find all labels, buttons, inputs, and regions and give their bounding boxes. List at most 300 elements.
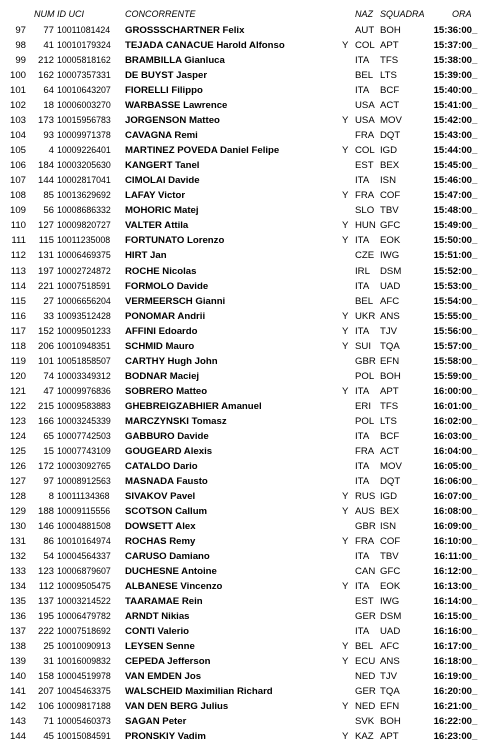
time-mark: _ [472,701,478,713]
nationality-cell: COL [355,40,375,52]
time-mark: _ [472,611,478,623]
position-cell: 136 [9,611,26,623]
rider-name-cell: ARNDT Nikias [125,611,190,623]
uci-id-cell: 10003245339 [57,415,111,426]
uci-id-cell: 10008912563 [57,475,111,486]
uci-id-cell: 10009976836 [57,385,111,396]
nationality-cell: RUS [355,490,376,502]
rider-name-cell: CARUSO Damiano [125,551,210,563]
bib-number-cell: 115 [38,235,54,247]
nationality-cell: ITA [355,475,370,487]
team-code-cell: COF [380,190,401,202]
time-mark: _ [472,325,478,337]
uci-id-cell: 10010179324 [57,40,111,51]
position-cell: 102 [9,100,26,112]
time-mark: _ [472,265,478,277]
rider-name-cell: FORTUNATO Lorenzo [125,235,225,247]
bib-number-cell: 206 [37,340,54,352]
rider-name-cell: SAGAN Peter [125,716,187,728]
nationality-cell: ITA [355,55,370,67]
time-mark: _ [472,686,478,698]
nationality-cell: GBR [355,521,376,533]
start-time-cell: 16:01:00 [433,400,472,412]
rider-name-cell: ROCHAS Remy [125,536,196,548]
uci-id-cell: 10015084591 [57,731,111,742]
team-code-cell: TFS [380,400,399,412]
bib-number-cell: 162 [37,70,54,82]
nationality-cell: HUN [355,220,376,232]
start-time-cell: 16:04:00 [433,445,472,457]
position-cell: 125 [9,445,26,457]
bib-number-cell: 65 [43,430,54,442]
position-cell: 106 [9,160,26,172]
header-rider: CONCORRENTE [125,9,196,19]
start-time-cell: 16:03:00 [433,430,472,442]
start-time-cell: 16:11:00 [434,551,472,563]
start-time-cell: 15:42:00 [433,115,472,127]
uci-id-cell: 10007518692 [57,626,111,637]
start-time-cell: 16:08:00 [433,506,472,517]
bib-number-cell: 47 [43,385,54,397]
young-rider-flag: Y [342,385,349,397]
young-rider-flag: Y [342,40,349,52]
bib-number-cell: 27 [43,295,54,307]
nationality-cell: ITA [355,551,370,563]
team-code-cell: ANS [380,656,400,668]
team-code-cell: GFC [380,566,401,578]
start-list-table [0,23,479,745]
time-mark: _ [472,235,478,247]
start-time-cell: 15:50:00 [433,235,472,247]
nationality-cell: AUS [355,506,375,517]
uci-id-cell: 10009817188 [57,701,111,712]
team-code-cell: TBV [380,205,399,217]
bib-number-cell: 123 [37,566,54,578]
nationality-cell: SLO [355,205,375,217]
uci-id-cell: 10010643207 [57,85,111,96]
bib-number-cell: 146 [37,521,54,533]
rider-name-cell: LAFAY Victor [125,190,186,202]
position-cell: 114 [10,280,26,292]
rider-name-cell: BODNAR Maciej [125,370,200,382]
bib-number-cell: 56 [43,205,54,217]
table-row [0,414,479,429]
table-row [0,729,479,744]
position-cell: 118 [10,340,26,352]
time-mark: _ [472,175,478,187]
table-row [0,444,479,459]
bib-number-cell: 101 [37,355,54,367]
nationality-cell: AUT [355,25,375,36]
time-mark: _ [472,25,478,36]
bib-number-cell: 45 [43,731,54,743]
table-row [0,68,479,83]
table-header [0,9,479,23]
start-time-cell: 15:48:00 [433,205,472,217]
start-time-cell: 16:20:00 [433,686,472,698]
table-row [0,624,479,639]
position-cell: 112 [10,250,26,262]
start-time-cell: 16:05:00 [433,460,472,472]
time-mark: _ [472,626,478,638]
start-time-cell: 15:43:00 [433,130,472,142]
rider-name-cell: PRONSKIY Vadim [125,731,206,743]
table-row [0,339,479,354]
uci-id-cell: 10093512428 [57,310,111,321]
bib-number-cell: 33 [43,310,54,322]
time-mark: _ [472,475,478,487]
table-row [0,489,479,504]
table-row [0,158,479,173]
bib-number-cell: 15 [43,445,54,457]
start-time-cell: 16:17:00 [433,641,472,653]
rider-name-cell: GOUGEARD Alexis [125,445,213,457]
start-time-cell: 16:23:00 [433,731,472,743]
position-cell: 126 [9,460,26,472]
position-cell: 128 [9,490,26,502]
team-code-cell: EFN [380,355,400,367]
rider-name-cell: VAN EMDEN Jos [125,671,202,683]
time-mark: _ [472,400,478,412]
young-rider-flag: Y [342,310,349,322]
start-time-cell: 15:37:00 [433,40,472,52]
start-time-cell: 15:47:00 [433,190,472,202]
start-time-cell: 15:56:00 [433,325,472,337]
start-time-cell: 15:40:00 [433,85,472,97]
bib-number-cell: 106 [37,701,54,713]
table-row [0,684,479,699]
start-time-cell: 16:10:00 [433,536,472,548]
header-team: SQUADRA [380,9,425,19]
team-code-cell: ISN [380,521,396,533]
uci-id-cell: 10003349312 [57,370,111,381]
team-code-cell: BEX [380,506,400,517]
position-cell: 133 [9,566,26,578]
position-cell: 135 [9,596,26,608]
start-time-cell: 15:58:00 [433,355,472,367]
time-mark: _ [472,385,478,397]
young-rider-flag: Y [342,490,349,502]
position-cell: 129 [9,506,26,517]
rider-name-cell: TAARAMAE Rein [125,596,203,608]
uci-id-cell: 10051858507 [57,355,111,366]
table-row [0,429,479,444]
table-row [0,519,479,534]
young-rider-flag: Y [342,325,349,337]
start-time-cell: 15:55:00 [433,310,472,322]
rider-name-cell: PONOMAR Andrii [125,310,206,322]
rider-name-cell: WALSCHEID Maximilian Richard [125,686,273,698]
table-row [0,564,479,579]
position-cell: 123 [9,415,26,427]
nationality-cell: COL [355,145,375,157]
time-mark: _ [472,656,478,668]
start-time-cell: 15:59:00 [433,370,472,382]
time-mark: _ [472,731,478,743]
rider-name-cell: CONTI Valerio [125,626,189,638]
uci-id-cell: 10007518591 [57,280,111,291]
table-row [0,369,479,384]
table-row [0,188,479,203]
team-code-cell: MOV [380,115,402,127]
position-cell: 119 [10,355,26,367]
start-time-cell: 15:52:00 [433,265,472,277]
rider-name-cell: VAN DEN BERG Julius [125,701,229,713]
table-row [0,218,479,233]
nationality-cell: EST [355,596,374,608]
bib-number-cell: 195 [37,611,54,623]
position-cell: 122 [9,400,26,412]
team-code-cell: AFC [380,641,400,653]
time-mark: _ [472,70,478,82]
nationality-cell: GER [355,611,376,623]
start-time-cell: 16:16:00 [433,626,472,638]
rider-name-cell: KANGERT Tanel [125,160,200,172]
team-code-cell: IGD [380,490,398,502]
position-cell: 132 [9,551,26,563]
time-mark: _ [472,716,478,728]
nationality-cell: EST [355,160,374,172]
bib-number-cell: 71 [43,716,54,728]
time-mark: _ [472,310,478,322]
position-cell: 142 [9,701,26,713]
young-rider-flag: Y [342,220,349,232]
uci-id-cell: 10004519978 [57,671,111,682]
uci-id-cell: 10007742503 [57,430,111,441]
table-row [0,669,479,684]
table-row [0,294,479,309]
position-cell: 105 [9,145,26,157]
team-code-cell: COF [380,536,401,548]
table-row [0,309,479,324]
team-code-cell: BCF [380,430,400,442]
uci-id-cell: 10003214522 [57,596,111,607]
start-time-cell: 16:02:00 [433,415,472,427]
position-cell: 140 [9,671,26,683]
nationality-cell: ITA [355,460,370,472]
table-row [0,714,479,729]
uci-id-cell: 10011081424 [57,25,111,35]
rider-name-cell: DUCHESNE Antoine [125,566,217,578]
bib-number-cell: 172 [37,460,54,472]
position-cell: 138 [9,641,26,653]
rider-name-cell: SCHMID Mauro [125,340,195,352]
position-cell: 111 [11,235,26,247]
rider-name-cell: GROSSSCHARTNER Felix [125,25,245,36]
start-time-cell: 15:41:00 [433,100,472,112]
start-time-cell: 16:19:00 [433,671,472,683]
bib-number-cell: 74 [43,370,54,382]
table-row [0,113,479,128]
table-row [0,143,479,158]
time-mark: _ [472,340,478,352]
position-cell: 100 [9,70,26,82]
position-cell: 131 [9,536,26,548]
time-mark: _ [472,190,478,202]
rider-name-cell: DE BUYST Jasper [125,70,208,82]
team-code-cell: AFC [380,295,400,307]
rider-name-cell: MOHORIC Matej [125,205,199,217]
table-row [0,203,479,218]
nationality-cell: FRA [355,130,375,142]
nationality-cell: IRL [355,265,370,277]
nationality-cell: BEL [355,295,374,307]
bib-number-cell: 18 [43,100,54,112]
uci-id-cell: 10009820727 [57,220,111,231]
start-time-cell: 15:49:00 [433,220,472,232]
uci-id-cell: 10005818162 [57,55,111,66]
uci-id-cell: 10016009832 [57,656,111,667]
table-row [0,279,479,294]
bib-number-cell: 207 [37,686,54,698]
position-cell: 141 [9,686,26,698]
time-mark: _ [472,460,478,472]
bib-number-cell: 86 [43,536,54,548]
uci-id-cell: 10003205630 [57,160,111,171]
bib-number-cell: 158 [37,671,54,683]
rider-name-cell: WARBASSE Lawrence [125,100,228,112]
start-time-cell: 15:39:00 [433,70,472,82]
time-mark: _ [472,415,478,427]
start-time-cell: 15:38:00 [433,55,472,67]
rider-name-cell: JORGENSON Matteo [125,115,220,127]
uci-id-cell: 10009501233 [57,325,111,336]
nationality-cell: GBR [355,355,376,367]
table-row [0,459,479,474]
uci-id-cell: 10006479782 [57,611,111,622]
rider-name-cell: LEYSEN Senne [125,641,195,653]
time-mark: _ [472,55,478,67]
nationality-cell: GER [355,686,376,698]
table-row [0,233,479,248]
position-cell: 143 [9,716,26,728]
table-row [0,324,479,339]
time-mark: _ [472,145,478,157]
bib-number-cell: 222 [37,626,54,638]
nationality-cell: CAN [355,566,376,578]
bib-number-cell: 77 [43,25,54,36]
bib-number-cell: 112 [38,581,54,593]
start-time-cell: 16:06:00 [433,475,472,487]
start-time-cell: 15:51:00 [433,250,472,262]
team-code-cell: ISN [380,175,396,187]
table-row [0,98,479,113]
start-time-cell: 15:45:00 [433,160,472,172]
young-rider-flag: Y [342,190,349,202]
start-time-cell: 16:14:00 [433,596,472,608]
rider-name-cell: MARTINEZ POVEDA Daniel Felipe [125,145,280,157]
table-row [0,534,479,549]
table-row [0,609,479,624]
rider-name-cell: VALTER Attila [125,220,189,232]
team-code-cell: TJV [380,671,398,683]
uci-id-cell: 10013629692 [57,190,111,201]
uci-id-cell: 10011134368 [57,490,110,501]
young-rider-flag: Y [342,235,349,247]
time-mark: _ [472,506,478,517]
team-code-cell: TFS [380,55,399,67]
uci-id-cell: 10008686332 [57,205,111,216]
table-row [0,38,479,53]
bib-number-cell: 54 [43,551,54,563]
time-mark: _ [472,250,478,262]
nationality-cell: CZE [355,250,375,262]
table-row [0,83,479,98]
uci-id-cell: 10010948351 [57,340,111,351]
time-mark: _ [472,445,478,457]
time-mark: _ [472,295,478,307]
time-mark: _ [472,490,478,502]
rider-name-cell: BRAMBILLA Gianluca [125,55,225,67]
bib-number-cell: 93 [43,130,54,142]
table-row [0,579,479,594]
table-row [0,128,479,143]
table-row [0,53,479,68]
team-code-cell: GFC [380,220,401,232]
team-code-cell: LTS [380,70,397,82]
team-code-cell: ACT [380,100,400,112]
nationality-cell: POL [355,415,375,427]
team-code-cell: EOK [380,581,401,593]
uci-id-cell: 10009583883 [57,400,111,411]
young-rider-flag: Y [342,145,349,157]
position-cell: 109 [9,205,26,217]
team-code-cell: EFN [380,701,400,713]
team-code-cell: DSM [380,265,402,277]
team-code-cell: IGD [380,145,398,157]
team-code-cell: IWG [380,596,400,608]
uci-id-cell: 10010164974 [57,536,111,547]
nationality-cell: ITA [355,85,370,97]
time-mark: _ [472,160,478,172]
nationality-cell: ITA [355,325,370,337]
nationality-cell: FRA [355,536,375,548]
bib-number-cell: 137 [37,596,54,608]
team-code-cell: TBV [380,551,399,563]
time-mark: _ [472,40,478,52]
nationality-cell: NED [355,701,376,713]
rider-name-cell: GABBURO Davide [125,430,209,442]
team-code-cell: BOH [380,716,401,728]
bib-number-cell: 85 [43,190,54,202]
time-mark: _ [472,220,478,232]
position-cell: 124 [9,430,26,442]
team-code-cell: APT [380,385,399,397]
nationality-cell: KAZ [355,731,374,743]
position-cell: 104 [9,130,26,142]
nationality-cell: USA [355,100,375,112]
team-code-cell: BEX [380,160,400,172]
nationality-cell: ECU [355,656,376,668]
uci-id-cell: 10011235008 [57,235,111,246]
nationality-cell: USA [355,115,375,127]
start-time-cell: 15:54:00 [433,295,472,307]
time-mark: _ [472,566,478,578]
header-naz: NAZ [355,9,373,19]
uci-id-cell: 10006656204 [57,295,111,306]
bib-number-cell: 184 [37,160,54,172]
bib-number-cell: 197 [37,265,54,277]
uci-id-cell: 10002817041 [57,175,111,186]
team-code-cell: TJV [380,325,398,337]
rider-name-cell: SCOTSON Callum [125,506,208,517]
position-cell: 97 [15,25,26,36]
uci-id-cell: 10010090913 [57,641,111,652]
table-row [0,654,479,669]
rider-name-cell: CIMOLAI Davide [125,175,200,187]
team-code-cell: ACT [380,445,400,457]
team-code-cell: UAD [380,626,401,638]
